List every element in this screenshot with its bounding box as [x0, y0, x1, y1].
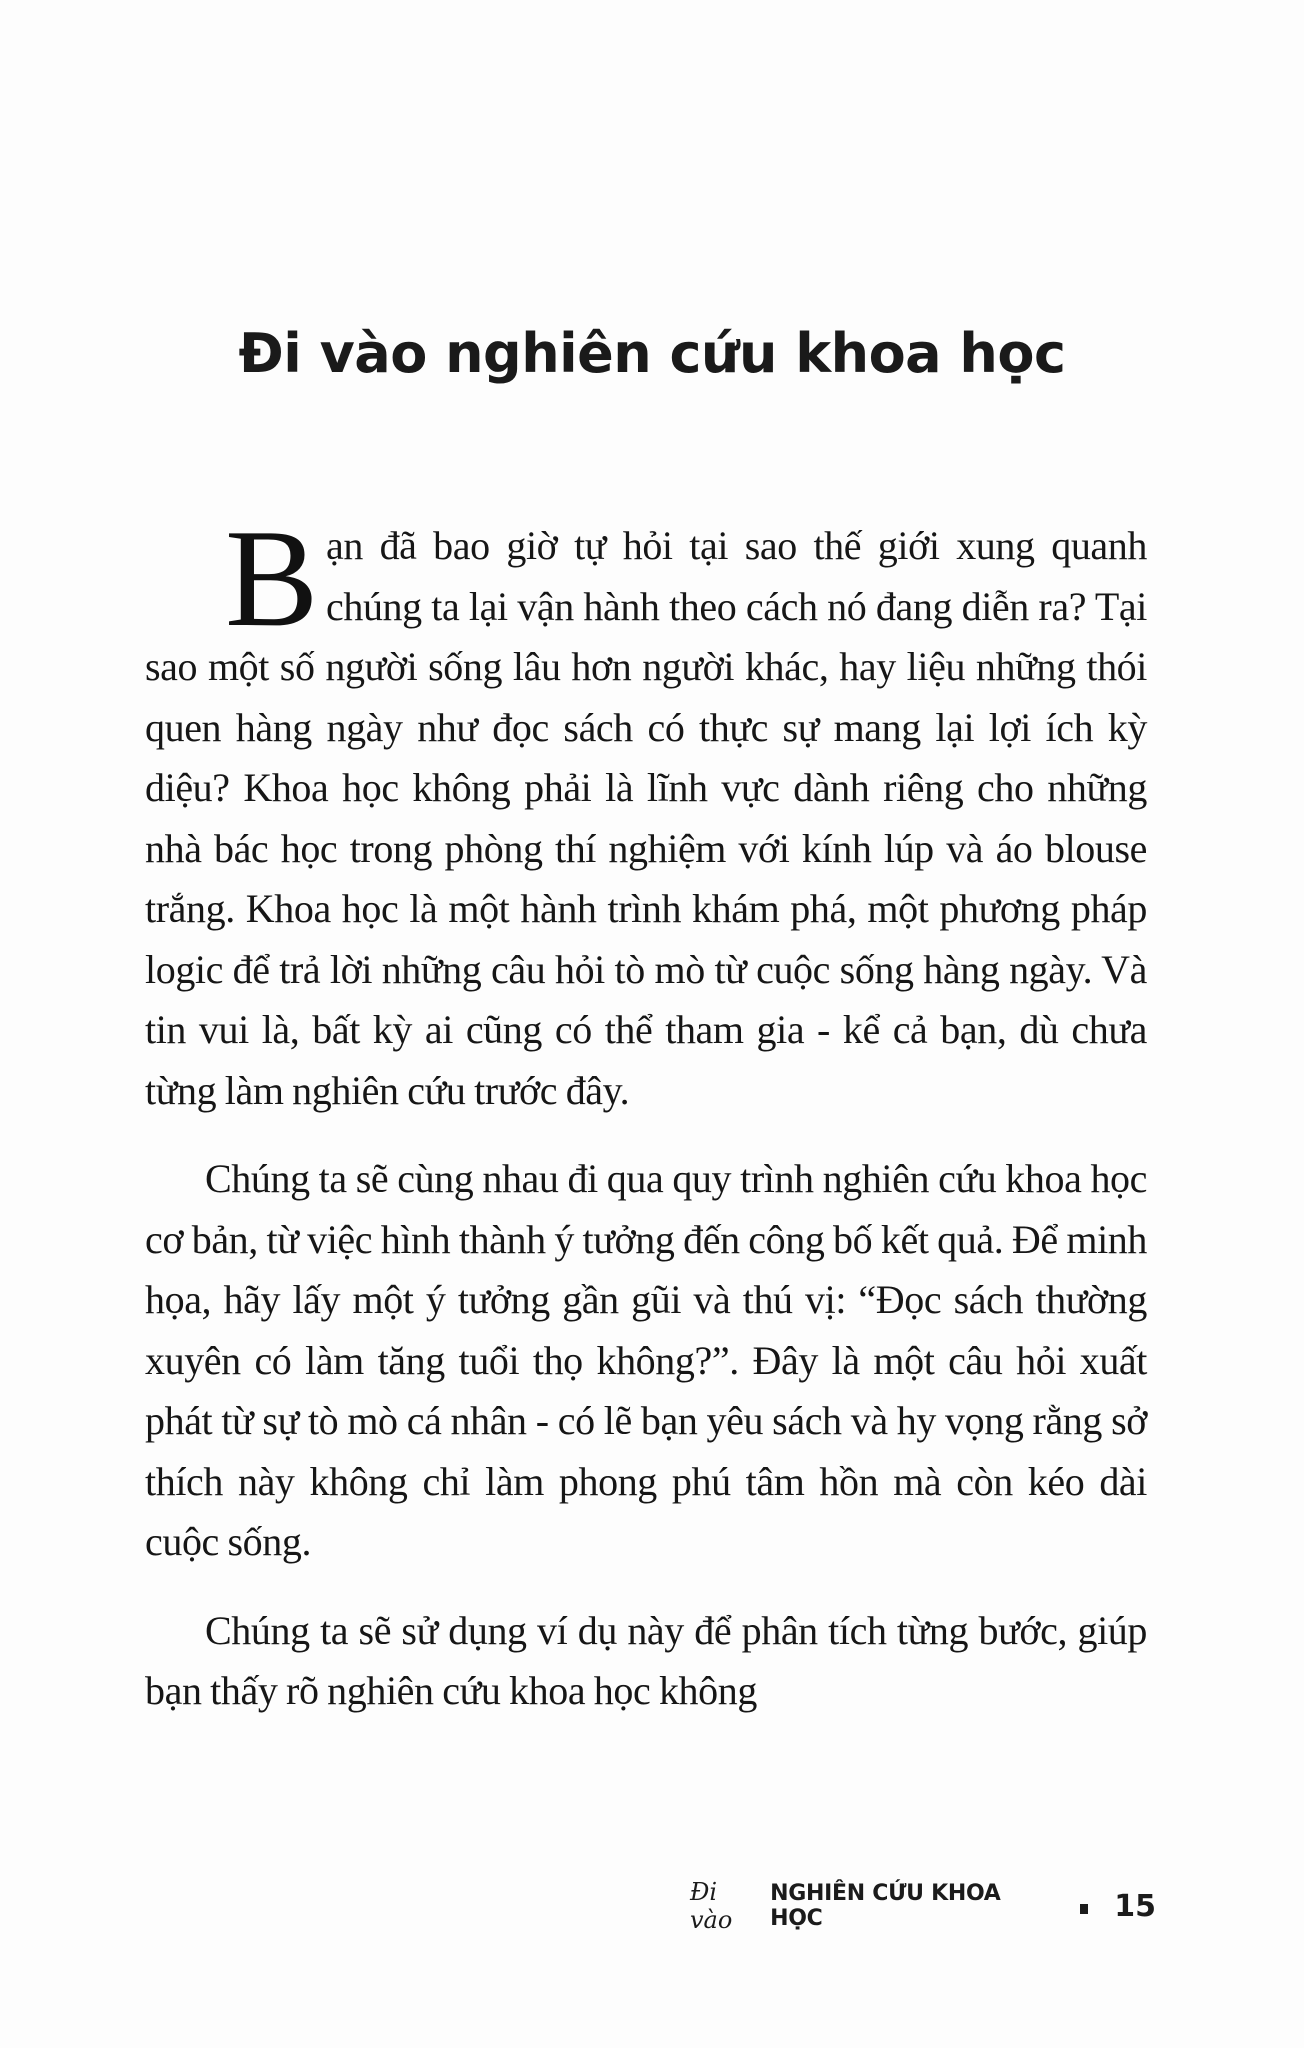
paragraph-3: Chúng ta sẽ sử dụng ví dụ này để phân tích từng bước, giúp bạn thấy rõ nghiên cứu khoa học không — [145, 1607, 1147, 1713]
page-footer — [690, 1878, 1160, 1934]
paragraph-2: Chúng ta sẽ cùng nhau đi qua quy trình nghiên cứu khoa học cơ bản, từ việc hình thành ý tưởng đến công bố kết quả. Để minh họa, hãy lấy một ý tưởng gần gũi và thú vị: “Đọc sách thường xuyên có làm tăng tuổi thọ không?”. Đây là một câu hỏi xuất phát từ sự tò mò cá nhân - có lẽ bạn yêu sách và hy vọng rằng sở thích này không chỉ làm phong phú tâm hồn mà còn kéo dài cuộc sống. — [145, 1156, 1147, 1564]
paragraph-1 — [145, 501, 1147, 1121]
page-number: 15 — [1114, 1888, 1156, 1924]
body-text — [145, 501, 1147, 1722]
drop-cap: B — [225, 501, 318, 656]
running-head-script: Đi vào — [690, 1878, 733, 1934]
chapter-title: Đi vào nghiên cứu khoa học — [238, 322, 1066, 385]
running-head-caps: NGHIÊN CỨU KHOA HỌC — [770, 1881, 1001, 1931]
square-bullet-icon — [1080, 1904, 1089, 1914]
paragraph-1-text: ạn đã bao giờ tự hỏi tại sao thế giới xung quanh chúng ta lại vận hành theo cách nó đang diễn ra? Tại sao một số người sống lâu hơn người khác, hay liệu những thói quen hàng ngày như đọc sách có thực sự mang lại lợi ích kỳ diệu? Khoa học không phải là lĩnh vực dành riêng cho những nhà bác học trong phòng thí nghiệm với kính lúp và áo blouse trắng. Khoa học là một hành trình khám phá, một phương pháp logic để trả lời những câu hỏi tò mò từ cuộc sống hàng ngày. Và tin vui là, bất kỳ ai cũng có thể tham gia - kể cả bạn, dù chưa từng làm nghiên cứu trước đây. — [145, 523, 1147, 1113]
